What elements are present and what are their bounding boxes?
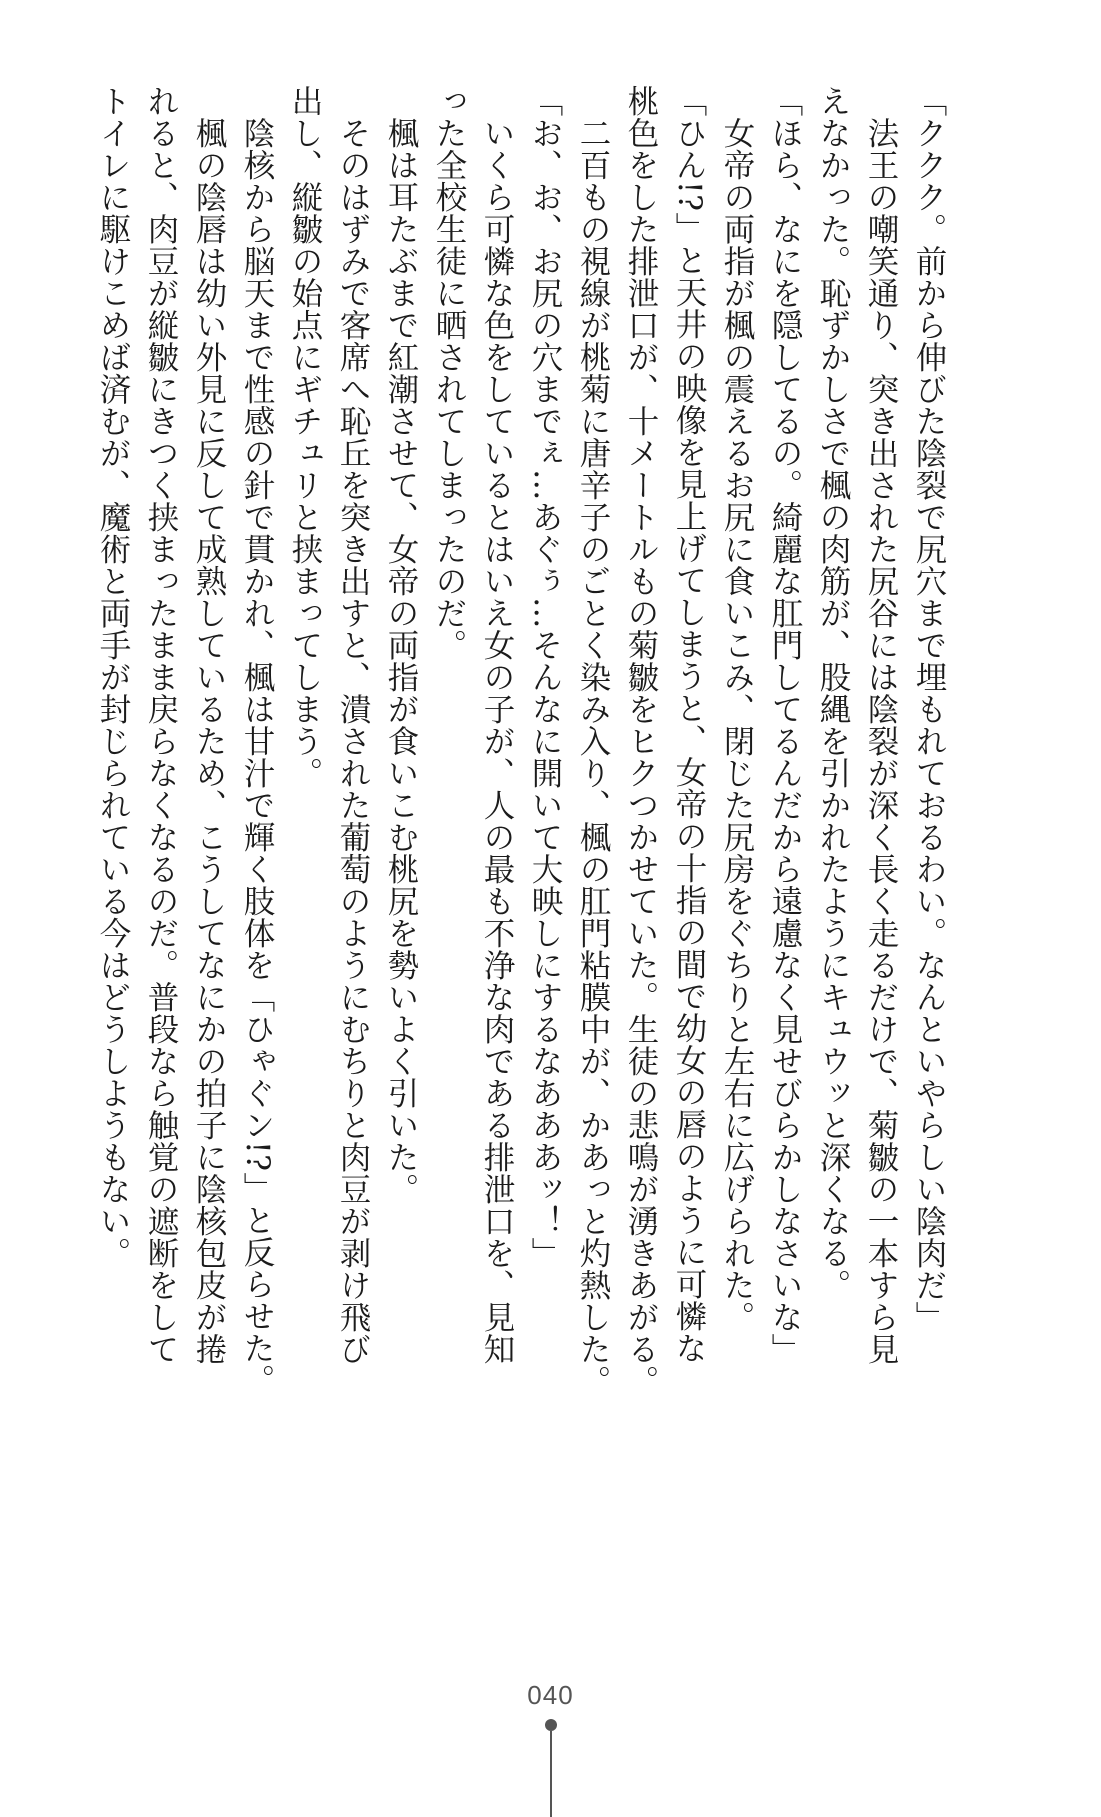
- text-line: 楓の陰唇は幼い外見に反して成熟しているため、こうしてなにかの拍子に陰核包皮が捲: [191, 85, 227, 1365]
- text-line: そのはずみで客席へ恥丘を突き出すと、潰された葡萄のようにむちりと肉豆が剥け飛び: [335, 85, 371, 1365]
- text-line: 「ひん!?」と天井の映像を見上げてしまうと、女帝の十指の間で幼女の唇のように可憐な: [671, 85, 707, 1364]
- text-line: 「ククク。前から伸びた陰裂で尻穴まで埋もれておるわい。なんといやらしい陰肉だ」: [911, 85, 947, 1333]
- text-line: 桃色をした排泄口が、十メートルもの菊皺をヒクつかせていた。生徒の悲鳴が湧きあがる。: [623, 85, 659, 1397]
- text-line: トイレに駆けこめば済むが、魔術と両手が封じられている今はどうしようもない。: [95, 85, 131, 1269]
- text-line: 二百もの視線が桃菊に唐辛子のごとく染み入り、楓の肛門粘膜中が、かあっと灼熱した。: [575, 85, 611, 1397]
- text-line: 「お、お、お尻の穴までぇ…あぐぅ…そんなに開いて大映しにするなあああッ！」: [527, 85, 563, 1269]
- text-line: れると、肉豆が縦皺にきつく挟まったまま戻らなくなるのだ。普段なら触覚の遮断をして: [143, 85, 179, 1365]
- page-footer: [0, 1680, 1101, 1817]
- text-line: った全校生徒に晒されてしまったのだ。: [431, 85, 467, 661]
- page-marker-dot: [545, 1719, 557, 1731]
- text-line: いくら可憐な色をしているとはいえ女の子が、人の最も不浄な肉である排泄口を、見知: [479, 85, 515, 1365]
- text-line: 「ほら、なにを隠してるの。綺麗な肛門してるんだから遠慮なく見せびらかしなさいな」: [767, 85, 803, 1365]
- page-marker-line: [550, 1731, 552, 1817]
- text-line: 女帝の両指が楓の震えるお尻に食いこみ、閉じた尻房をぐちりと左右に広げられた。: [719, 85, 755, 1333]
- page-number: 040: [527, 1680, 574, 1710]
- text-line: えなかった。恥ずかしさで楓の肉筋が、股縄を引かれたようにキュウッと深くなる。: [815, 85, 851, 1301]
- vertical-text-body: [95, 85, 953, 1505]
- text-line: 楓は耳たぶまで紅潮させて、女帝の両指が食いこむ桃尻を勢いよく引いた。: [383, 85, 419, 1205]
- text-line: 出し、縦皺の始点にギチュリと挟まってしまう。: [287, 85, 323, 789]
- text-line: 陰核から脳天まで性感の針で貫かれ、楓は甘汁で輝く肢体を「ひゃぐン!?」と反らせた。: [239, 85, 275, 1396]
- text-line: 法王の嘲笑通り、突き出された尻谷には陰裂が深く長く走るだけで、菊皺の一本すら見: [863, 85, 899, 1365]
